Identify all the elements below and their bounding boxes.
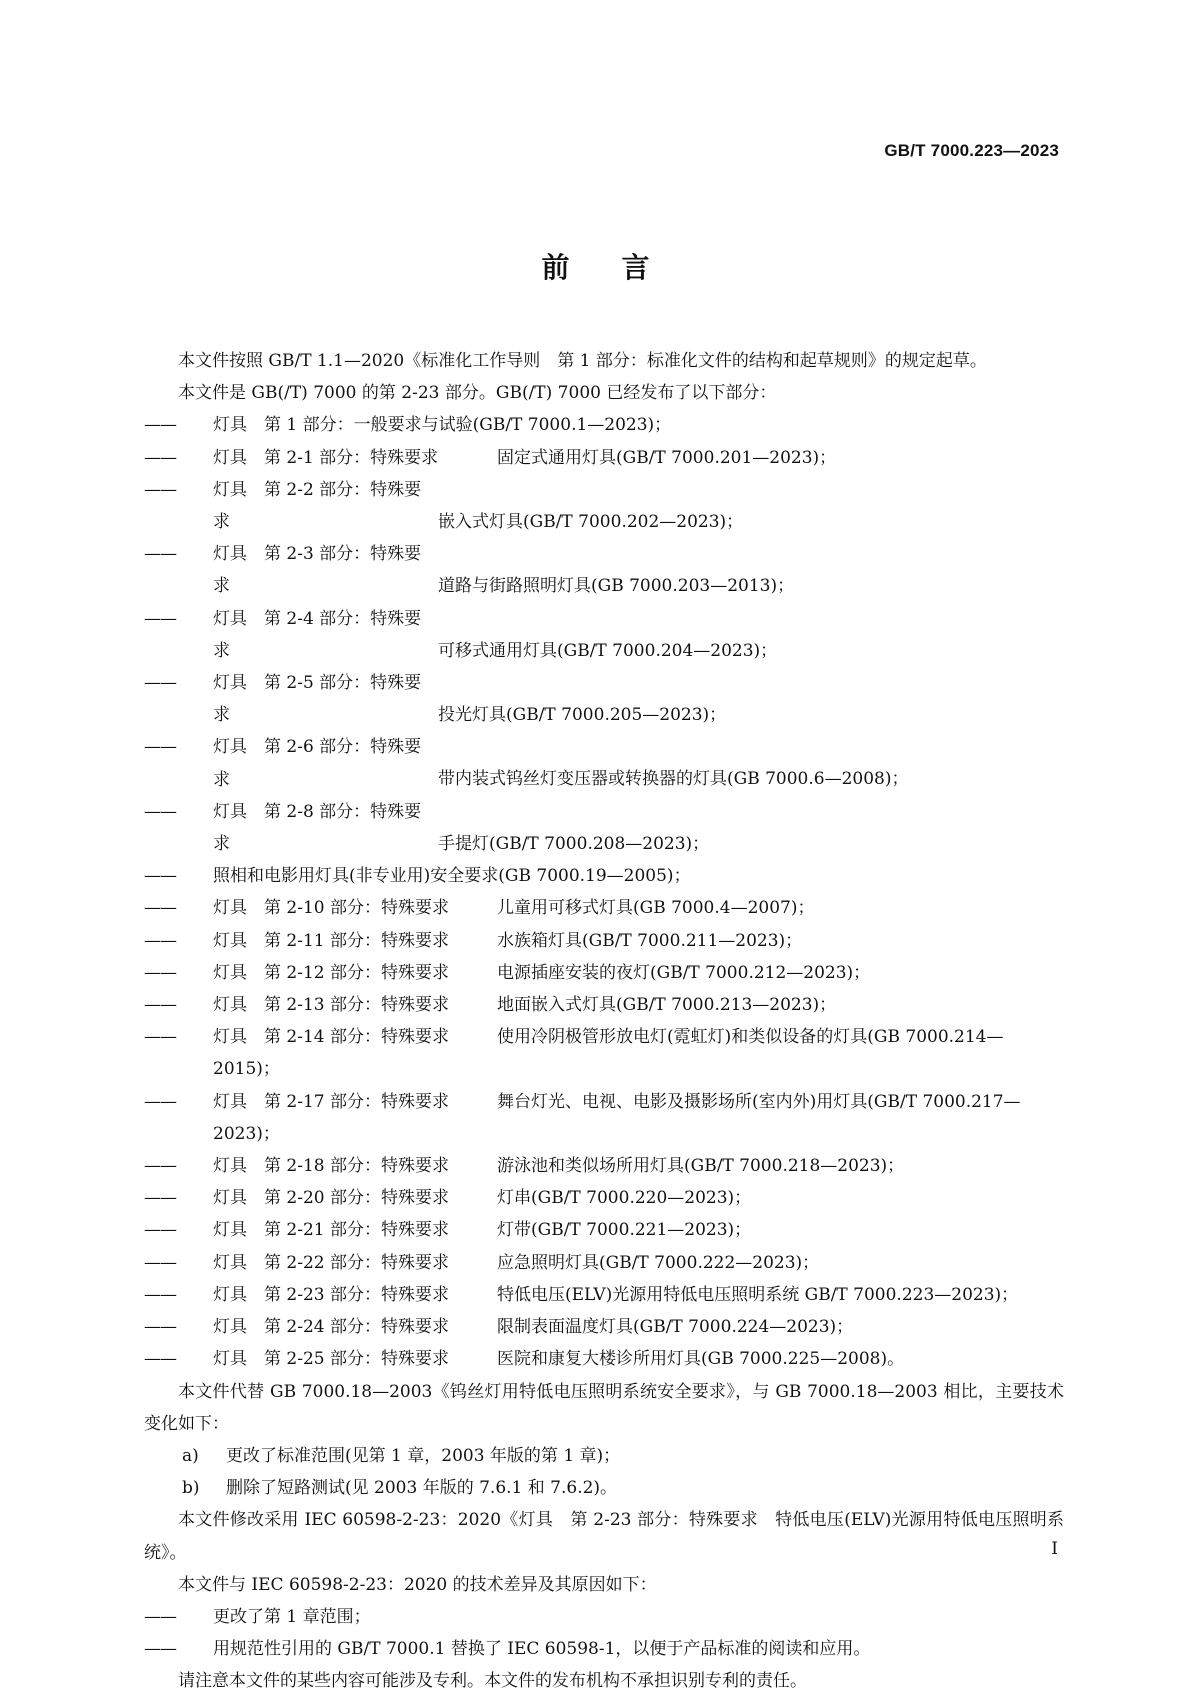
change-item-marker: a) [182,1445,199,1466]
part-list-item [144,860,1064,892]
part-number-label: 灯具 第 2-2 部分：特殊要求 [213,479,422,533]
part-title: 灯串(GB/T 7000.220—2023)； [497,1188,752,1209]
part-entry [213,860,1064,892]
dash-marker: —— [144,995,176,1016]
dash-marker: —— [144,1639,176,1660]
dash-marker: —— [144,1349,176,1370]
part-entry [213,1279,1064,1311]
part-entry [213,1021,1064,1085]
part-entry [213,925,1064,957]
part-title: 水族箱灯具(GB/T 7000.211—2023)； [497,930,803,951]
part-list-item [144,1021,1064,1085]
dash-marker: —— [144,447,176,468]
part-title: 电源插座安装的夜灯(GB/T 7000.212—2023)； [497,962,871,983]
change-item [144,1472,1064,1504]
part-entry [213,1214,1064,1246]
part-title: 道路与街路照明灯具(GB 7000.203—2013)； [438,576,795,597]
part-title: 舞台灯光、电视、电影及摄影场所(室内外)用灯具(GB/T 7000.217—2023)； [213,1091,1021,1144]
part-list-item [144,1343,1064,1375]
part-list-item [144,442,1064,474]
part-title: 应急照明灯具(GB/T 7000.222—2023)； [497,1252,820,1273]
part-number-label: 灯具 第 2-21 部分：特殊要求 [213,1220,449,1241]
part-entry [213,1311,1064,1343]
dash-marker: —— [144,801,176,822]
patent-note: 请注意本文件的某些内容可能涉及专利。本文件的发布机构不承担识别专利的责任。 [178,1671,807,1692]
part-list-item [144,1311,1064,1343]
part-title: 限制表面温度灯具(GB/T 7000.224—2023)； [497,1317,854,1338]
part-list-item [144,538,1064,602]
part-title: 固定式通用灯具(GB/T 7000.201—2023)； [497,447,837,468]
difference-item [144,1633,1064,1665]
part-entry [213,603,1064,667]
part-list-item [144,957,1064,989]
part-title: 照相和电影用灯具(非专业用)安全要求(GB 7000.19—2005)； [213,866,691,887]
part-list-item [144,1279,1064,1311]
difference-text: 用规范性引用的 GB/T 7000.1 替换了 IEC 60598-1，以便于产品标准的阅读和应用。 [213,1639,871,1660]
dash-marker: —— [144,1156,176,1177]
part-list-item [144,1150,1064,1182]
part-number-label: 灯具 第 2-23 部分：特殊要求 [213,1284,449,1305]
part-list-item [144,1247,1064,1279]
part-entry [213,1182,1064,1214]
part-entry [213,1247,1064,1279]
foreword-body [144,345,1064,1698]
part-number-label: 灯具 第 2-24 部分：特殊要求 [213,1317,449,1338]
intro-paragraph-1: 本文件按照 GB/T 1.1—2020《标准化工作导则 第 1 部分：标准化文件的结构和起草规则》的规定起草。 [178,351,987,371]
dash-marker: —— [144,1220,176,1241]
part-entry [213,1343,1064,1375]
difference-text: 更改了第 1 章范围； [213,1606,371,1627]
part-number-label: 灯具 第 2-12 部分：特殊要求 [213,962,449,983]
part-number-label: 灯具 第 2-1 部分：特殊要求 [213,447,439,468]
part-list-item [144,409,1064,441]
dash-marker: —— [144,479,176,500]
part-title: 儿童用可移式灯具(GB 7000.4—2007)； [497,898,815,919]
dash-marker: —— [144,1317,176,1338]
part-entry [213,989,1064,1021]
part-entry [213,474,1064,538]
dash-marker: —— [144,898,176,919]
part-number-label: 灯具 第 2-20 部分：特殊要求 [213,1188,449,1209]
dash-marker: —— [144,866,176,887]
part-title: 特低电压(ELV)光源用特低电压照明系统 GB/T 7000.223—2023)； [497,1284,1019,1305]
change-item-marker: b) [182,1478,200,1499]
part-entry [213,1086,1064,1150]
part-entry [213,667,1064,731]
part-title: 嵌入式灯具(GB/T 7000.202—2023)； [438,512,744,533]
dash-marker: —— [144,1284,176,1305]
part-entry [213,442,1064,474]
dash-marker: —— [144,930,176,951]
part-list-item [144,1214,1064,1246]
part-number-label: 灯具 第 2-18 部分：特殊要求 [213,1156,449,1177]
replace-paragraph: 本文件代替 GB 7000.18—2003《钨丝灯用特低电压照明系统安全要求》，与 GB 7000.18—2003 相比，主要技术变化如下： [144,1381,1064,1434]
standard-code: GB/T 7000.223—2023 [884,141,1059,160]
part-entry [213,957,1064,989]
page-title: 前言 [541,251,702,284]
part-number-label: 灯具 第 2-11 部分：特殊要求 [213,930,449,951]
dash-marker: —— [144,1188,176,1209]
part-number-label: 灯具 第 2-14 部分：特殊要求 [213,1027,449,1048]
dash-marker: —— [144,1606,176,1627]
change-item [144,1440,1064,1472]
part-title: 使用冷阴极管形放电灯(霓虹灯)和类似设备的灯具(GB 7000.214—2015)； [213,1027,1004,1080]
dash-marker: —— [144,415,176,436]
part-list-item [144,603,1064,667]
part-entry [213,892,1064,924]
adoption-paragraph: 本文件修改采用 IEC 60598-2-23：2020《灯具 第 2-23 部分：特殊要求 特低电压(ELV)光源用特低电压照明系统》。 [144,1510,1064,1563]
part-entry [213,1150,1064,1182]
dash-marker: —— [144,1027,176,1048]
part-title: 灯带(GB/T 7000.221—2023)； [497,1220,752,1241]
part-number-label: 灯具 第 1 部分： [213,415,354,436]
parts-list [144,409,1064,1375]
part-number-label: 灯具 第 2-10 部分：特殊要求 [213,898,449,919]
part-number-label: 灯具 第 2-25 部分：特殊要求 [213,1349,449,1370]
dash-marker: —— [144,962,176,983]
part-entry [213,409,1064,441]
change-item-text: 更改了标准范围(见第 1 章，2003 年版的第 1 章)； [226,1445,621,1466]
part-list-item [144,796,1064,860]
part-title: 投光灯具(GB/T 7000.205—2023)； [438,705,727,726]
intro-paragraph-2: 本文件是 GB(/T) 7000 的第 2-23 部分。GB(/T) 7000 已经发布了以下部分： [178,383,777,404]
part-number-label: 灯具 第 2-3 部分：特殊要求 [213,544,422,597]
part-list-item [144,1086,1064,1150]
differences-paragraph: 本文件与 IEC 60598-2-23：2020 的技术差异及其原因如下： [178,1574,657,1595]
part-number-label: 灯具 第 2-13 部分：特殊要求 [213,995,449,1016]
part-number-label: 灯具 第 2-4 部分：特殊要求 [213,608,422,661]
dash-marker: —— [144,673,176,694]
part-title: 医院和康复大楼诊所用灯具(GB 7000.225—2008)。 [497,1349,905,1370]
part-number-label: 灯具 第 2-8 部分：特殊要求 [213,801,422,855]
part-number-label: 灯具 第 2-17 部分：特殊要求 [213,1091,449,1112]
part-title: 游泳池和类似场所用灯具(GB/T 7000.218—2023)； [497,1156,905,1177]
dash-marker: —— [144,608,176,629]
dash-marker: —— [144,544,176,565]
part-list-item [144,925,1064,957]
dash-marker: —— [144,1091,176,1112]
part-list-item [144,731,1064,795]
part-title: 可移式通用灯具(GB/T 7000.204—2023)； [438,640,778,661]
part-entry [213,538,1064,602]
part-title: 一般要求与试验(GB/T 7000.1—2023)； [353,415,672,436]
difference-item [144,1601,1064,1633]
part-title: 手提灯(GB/T 7000.208—2023)； [438,834,710,855]
part-number-label: 灯具 第 2-5 部分：特殊要求 [213,673,422,726]
page-number: Ⅰ [1051,1539,1058,1559]
part-title: 地面嵌入式灯具(GB/T 7000.213—2023)； [497,995,837,1016]
part-title: 带内装式钨丝灯变压器或转换器的灯具(GB 7000.6—2008)； [438,769,909,790]
part-list-item [144,989,1064,1021]
part-list-item [144,474,1064,538]
change-item-text: 删除了短路测试(见 2003 年版的 7.6.1 和 7.6.2)。 [226,1478,618,1499]
part-list-item [144,1182,1064,1214]
part-number-label: 灯具 第 2-22 部分：特殊要求 [213,1252,449,1273]
part-entry [213,731,1064,795]
part-number-label: 灯具 第 2-6 部分：特殊要求 [213,737,422,790]
part-list-item [144,667,1064,731]
part-entry [213,796,1064,860]
dash-marker: —— [144,1252,176,1273]
dash-marker: —— [144,737,176,758]
part-list-item [144,892,1064,924]
